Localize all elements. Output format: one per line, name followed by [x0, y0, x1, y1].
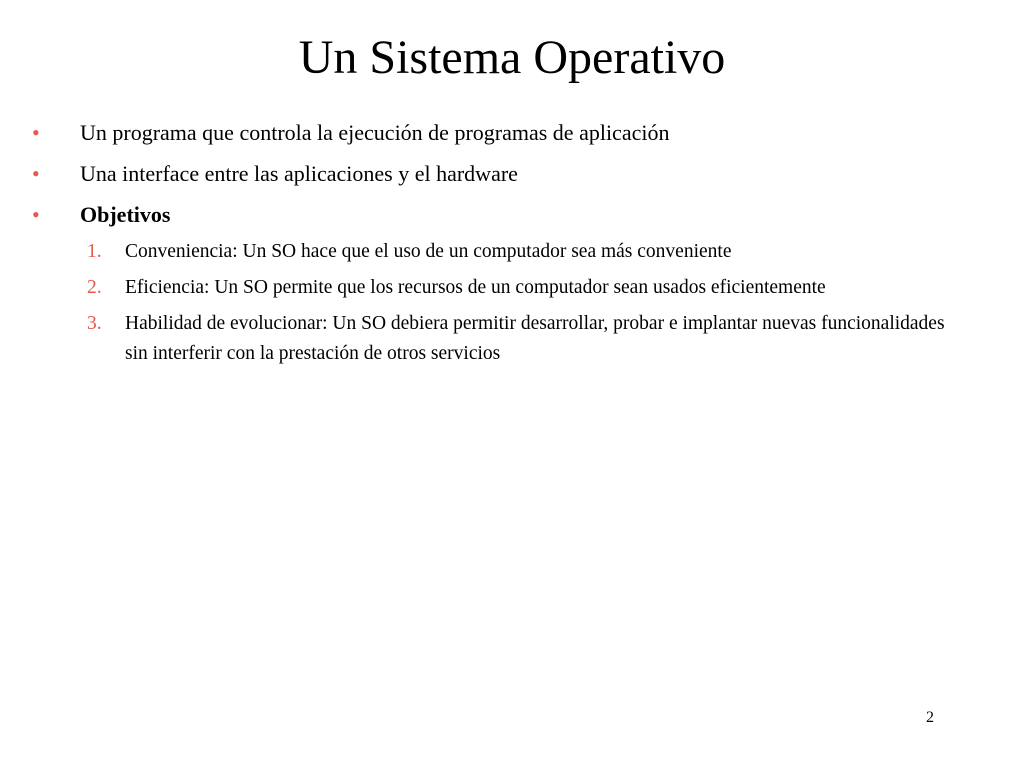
objective-text: Habilidad de evolucionar: Un SO debiera permitir desarrollar, probar e implantar nuevas funcionalidades sin interferir con la prestación de otros servicios	[125, 313, 945, 364]
bullet-item	[32, 159, 992, 189]
bullet-list	[32, 118, 992, 375]
objective-item	[80, 309, 960, 369]
bullet-marker: •	[32, 161, 40, 186]
bullet-marker: •	[32, 202, 40, 227]
slide-title: Un Sistema Operativo	[298, 31, 726, 84]
bullet-text: Un programa que controla la ejecución de programas de aplicación	[80, 120, 670, 145]
bullet-item	[32, 118, 992, 148]
objective-item	[80, 273, 960, 303]
bullet-text: Objetivos	[80, 202, 171, 227]
objective-text: Conveniencia: Un SO hace que el uso de un computador sea más conveniente	[125, 241, 732, 262]
bullet-marker: •	[32, 120, 40, 145]
objective-item	[80, 237, 960, 267]
objective-number: 3.	[87, 313, 102, 334]
bullet-item-objectives	[32, 200, 992, 230]
objectives-list	[80, 237, 960, 369]
page-number: 2	[926, 709, 934, 726]
objective-text: Eficiencia: Un SO permite que los recursos de un computador sean usados eficientemente	[125, 277, 826, 298]
objectives-container	[32, 237, 992, 369]
objective-number: 2.	[87, 277, 102, 298]
bullet-text: Una interface entre las aplicaciones y el hardware	[80, 161, 518, 186]
objective-number: 1.	[87, 241, 102, 262]
